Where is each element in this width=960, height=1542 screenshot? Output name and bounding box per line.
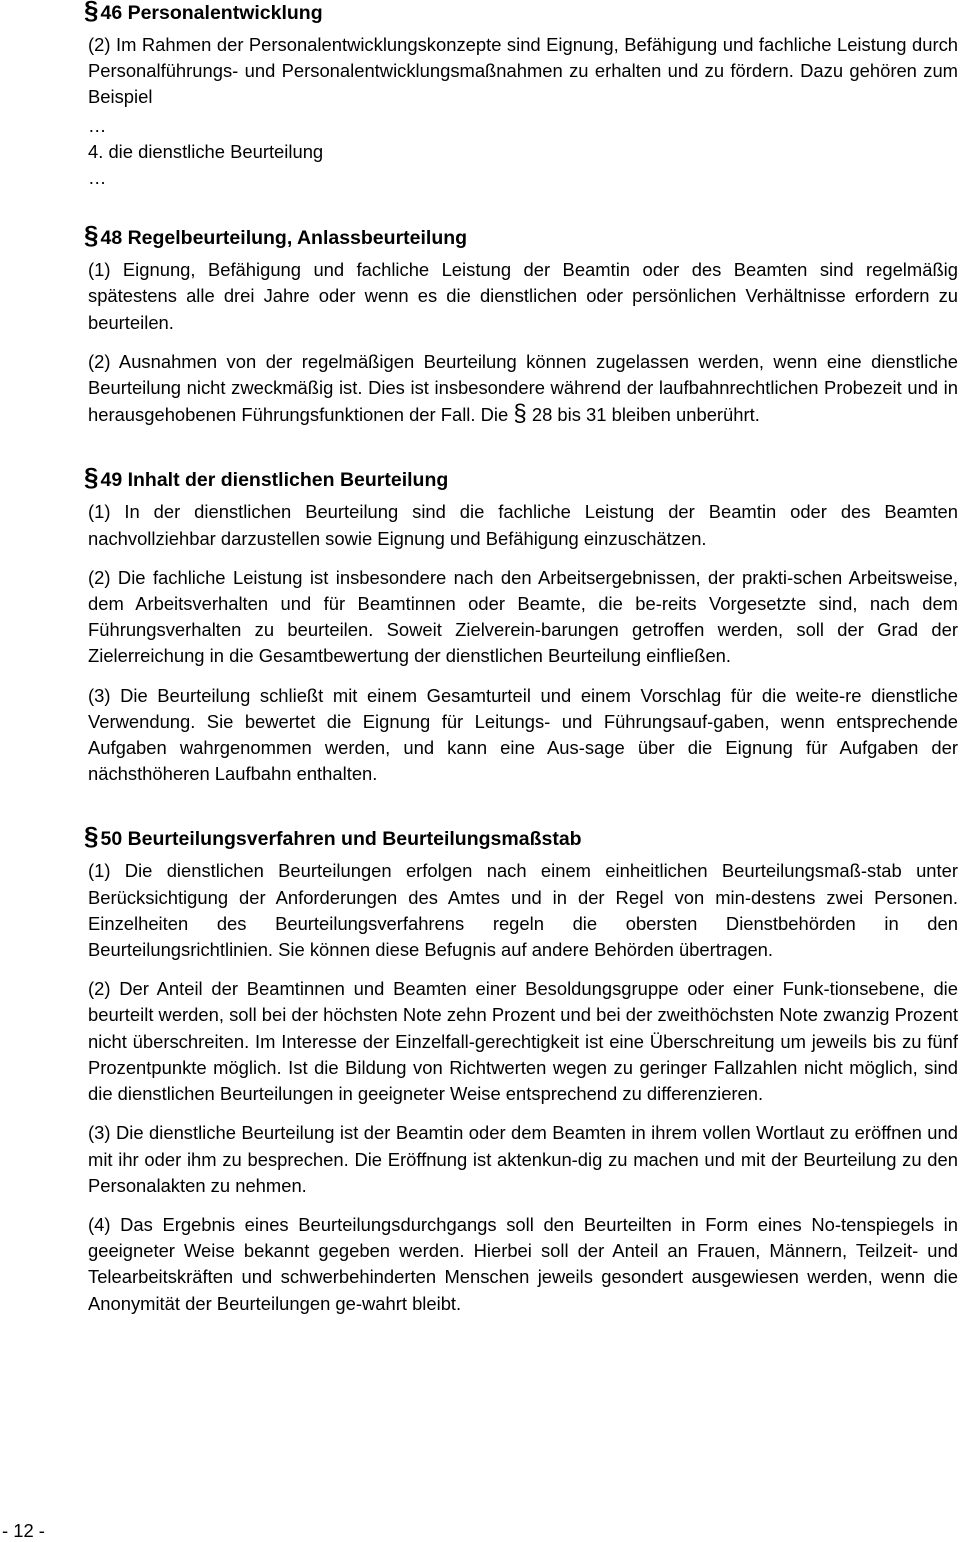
paragraph: (1) Die dienstlichen Beurteilungen erfolgen nach einem einheitlichen Beurteilungsmaß-stab unter Berücksichtigung der Anforderungen des Amtes und in der Regel von min-destens zwei Personen. Einzelheiten des Beurteilungsverfahrens regeln die obersten Dienstbehörden in den Beurteilungsrichtlinien. Sie können diese Befugnis auf andere Behörden übertragen. bbox=[88, 860, 958, 961]
paragraph: (2) Der Anteil der Beamtinnen und Beamten einer Besoldungsgruppe oder einer Funk-tionsebene, die beurteilt werden, soll bei der höchsten Note zehn Prozent und bei der zweithöchsten Note zwanzig Prozent nicht überschreiten. Im Interesse der Einzelfall-gerechtigkeit ist eine Überschreitung um jeweils bis zu fünf Prozentpunkte möglich. Ist die Bildung von Richtwerten wegen zu geringer Fallzahlen nicht möglich, sind die dienstlichen Beurteilungen in geeigneter Weise entsprechend zu differenzieren. bbox=[88, 978, 958, 1105]
paragraph: (3) Die Beurteilung schließt mit einem Gesamturteil und einem Vorschlag für die weite-re dienstliche Verwendung. Sie bewertet die Eignung für Leitungs- und Führungsauf-gaben, wenn entsprechende Aufgaben wahrgenommen werden, und kann eine Aus-sage über die Eignung für Aufgaben der nächsthöheren Laufbahn enthalten. bbox=[88, 684, 958, 785]
section-heading: § 49 Inhalt der dienstlichen Beurteilung bbox=[84, 462, 449, 493]
ellipsis: … bbox=[88, 114, 107, 136]
paragraph: (3) Die dienstliche Beurteilung ist der Beamtin oder dem Beamten in ihrem vollen Wortlaut zu eröffnen und mit ihr oder ihm zu besprechen. Die Eröffnung ist aktenkun-dig zu machen und mit der Beurteilung zu den Personalakten zu nehmen. bbox=[88, 1122, 958, 1196]
page-number: - 12 - bbox=[2, 1520, 45, 1541]
section-49 bbox=[84, 462, 958, 787]
list-item: 4. die dienstliche Beurteilung bbox=[88, 140, 324, 162]
section-sign-icon: § bbox=[84, 220, 99, 251]
document-page bbox=[84, 0, 958, 1317]
paragraph: (1) Eignung, Befähigung und fachliche Leistung der Beamtin oder des Beamten sind regelmäßig spätestens alle drei Jahre oder wenn es die dienstlichen oder persönlichen Verhältnisse erfordern zu beurteilen. bbox=[88, 259, 958, 333]
section-heading: § 46 Personalentwicklung bbox=[88, 0, 958, 26]
paragraph: (1) In der dienstlichen Beurteilung sind die fachliche Leistung der Beamtin oder des Beamten nachvollziehbar darzustellen sowie Eignung und Befähigung einzuschätzen. bbox=[88, 501, 958, 549]
section-50 bbox=[84, 821, 958, 1316]
section-heading: § 50 Beurteilungsverfahren und Beurteilungsmaßstab bbox=[84, 821, 582, 852]
paragraph: (2) Im Rahmen der Personalentwicklungskonzepte sind Eignung, Befähigung und fachliche Leistung durch Personalführungs- und Personalentwicklungsmaßnahmen zu erhalten und zu fördern. Dazu gehören zum Beispiel bbox=[88, 34, 958, 108]
section-48 bbox=[84, 220, 958, 428]
section-46 bbox=[84, 0, 958, 191]
section-sign-icon: § bbox=[84, 0, 99, 25]
section-sign-icon: § bbox=[513, 400, 527, 428]
paragraph: (2) Die fachliche Leistung ist insbesondere nach den Arbeitsergebnissen, der prakti-schen Arbeitsweise, dem Arbeitsverhalten und für Beamtinnen oder Beamte, die be-reits Vorgesetzte sind, nach dem Führungsverhalten zu beurteilen. Soweit Zielverein-barungen getroffen werden, soll der Grad der Zielerreichung in die Gesamtbewertung der dienstlichen Beurteilung einfließen. bbox=[88, 566, 958, 667]
paragraph: (2) Ausnahmen von der regelmäßigen Beurteilung können zugelassen werden, wenn eine dienstliche Beurteilung nicht zweckmäßig ist. Dies ist insbesondere während der laufbahnrechtlichen Probezeit und in herausgehobenen Führungsfunktionen der Fall. Die § 28 bis 31 bleiben unberührt. bbox=[88, 350, 958, 428]
section-heading: § 48 Regelbeurteilung, Anlassbeurteilung bbox=[84, 220, 468, 251]
section-sign-icon: § bbox=[84, 821, 99, 852]
ellipsis: … bbox=[88, 167, 107, 189]
section-sign-icon: § bbox=[84, 462, 99, 493]
paragraph: (4) Das Ergebnis eines Beurteilungsdurchgangs soll den Beurteilten in Form eines No-tenspiegels in geeigneter Weise bekannt gegeben werden. Hierbei soll der Anteil an Frauen, Männern, Teilzeit- und Telearbeitskräften und schwerbehinderten Menschen jeweils gesondert ausgewiesen werden, wenn die Anonymität der Beurteilungen ge-wahrt bleibt. bbox=[88, 1213, 958, 1314]
